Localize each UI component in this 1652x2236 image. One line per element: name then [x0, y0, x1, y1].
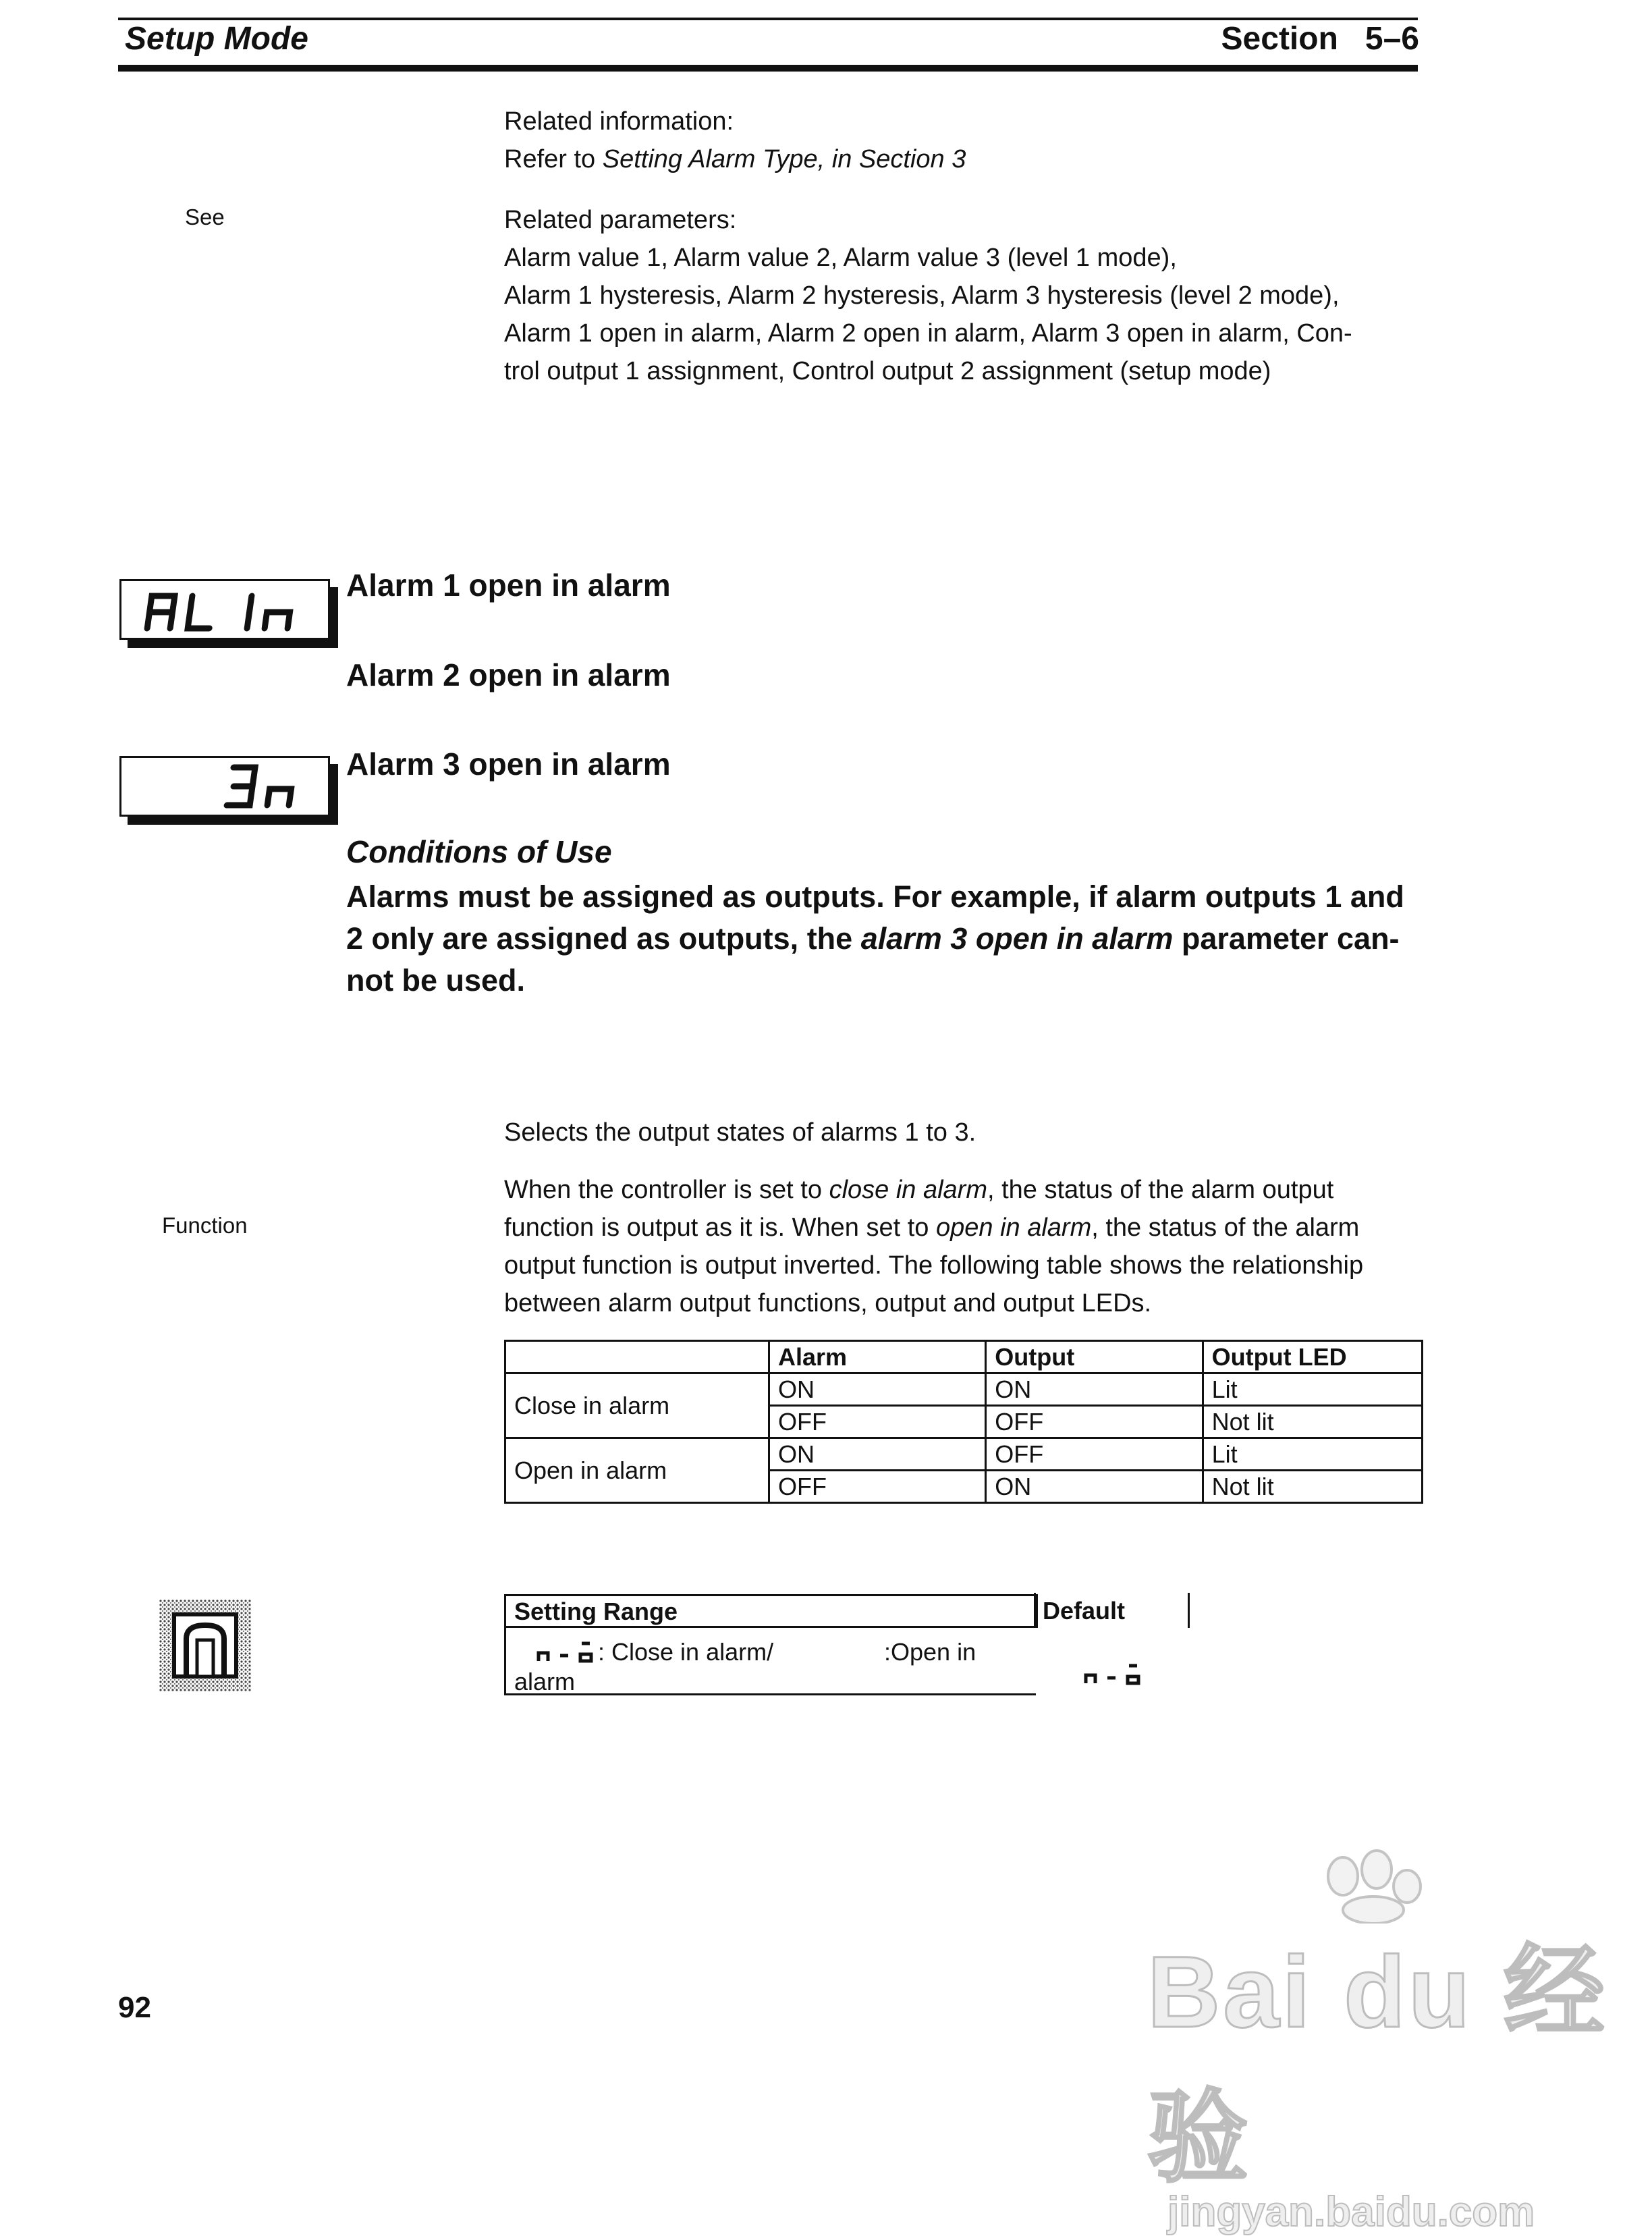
related-params — [504, 201, 1352, 390]
setting-range-label: Setting Range — [514, 1598, 678, 1625]
table-header-cell — [505, 1341, 769, 1373]
table-cell: OFF — [986, 1438, 1203, 1471]
default-code-n-o-icon — [1083, 1662, 1144, 1686]
setting-default-label: Default — [1043, 1597, 1126, 1625]
seven-segment-icon — [121, 758, 328, 815]
header-section: Section 5–6 — [1221, 21, 1419, 57]
setting-default-header — [1034, 1593, 1190, 1628]
related-params-line: Alarm 1 hysteresis, Alarm 2 hysteresis, Alarm 3 hysteresis (level 2 mode), — [504, 281, 1340, 310]
related-info-title: Related information: — [504, 107, 734, 136]
table-group-label: Open in alarm — [505, 1438, 769, 1503]
related-params-line: Alarm 1 open in alarm, Alarm 2 open in alarm, Alarm 3 open in alarm, Con- — [504, 319, 1352, 348]
table-header-row — [505, 1341, 1423, 1373]
table-header-cell: Alarm — [769, 1341, 986, 1373]
setting-alarm-word: alarm — [514, 1668, 576, 1695]
function-line: When the controller is set to close in alarm, the status of the alarm output — [504, 1176, 1334, 1204]
table-cell: Lit — [1203, 1373, 1422, 1406]
baidu-watermark — [1147, 1863, 1652, 2236]
related-params-title: Related parameters: — [504, 206, 737, 234]
conditions-line: Alarms must be assigned as outputs. For example, if alarm outputs 1 and — [346, 879, 1404, 914]
related-info — [504, 103, 966, 178]
function-p2 — [504, 1171, 1363, 1322]
function-line: output function is output inverted. The following table shows the relationship — [504, 1251, 1364, 1280]
table-cell: Lit — [1203, 1438, 1422, 1471]
related-params-line: trol output 1 assignment, Control output 2 assignment (setup mode) — [504, 357, 1271, 385]
setting-range-box — [504, 1593, 1186, 1706]
related-info-ref: Refer to Setting Alarm Type, in Section 3 — [504, 145, 966, 173]
table-cell: Not lit — [1203, 1406, 1422, 1438]
table-cell: OFF — [769, 1406, 986, 1438]
watermark-main: Bai du 经验 — [1147, 1935, 1608, 2194]
conditions-line: 2 only are assigned as outputs, the alarm 3 open in alarm parameter can- — [346, 921, 1400, 956]
heading-alarm1-open: Alarm 1 open in alarm — [346, 568, 671, 603]
table-cell: ON — [986, 1373, 1203, 1406]
conditions-line: not be used. — [346, 963, 526, 998]
seven-segment-icon — [121, 581, 328, 638]
setting-range-header — [504, 1594, 1038, 1628]
function-p1: Selects the output states of alarms 1 to 3. — [504, 1118, 976, 1147]
function-line: function is output as it is. When set to open in alarm, the status of the alarm — [504, 1214, 1360, 1242]
heading-alarm2-open: Alarm 2 open in alarm — [346, 657, 671, 692]
table-row — [505, 1438, 1423, 1471]
table-cell: ON — [769, 1438, 986, 1471]
table-cell: OFF — [769, 1471, 986, 1503]
related-params-line: Alarm value 1, Alarm value 2, Alarm value 3 (level 1 mode), — [504, 244, 1177, 272]
table-header-cell: Output LED — [1203, 1341, 1422, 1373]
setting-close-text: : Close in alarm/ — [598, 1638, 774, 1666]
conditions-body — [346, 876, 1404, 1002]
alarm-output-table — [504, 1340, 1423, 1504]
code-n-o-icon — [536, 1639, 597, 1664]
header-title: Setup Mode — [125, 21, 308, 57]
table-row — [505, 1373, 1423, 1406]
table-cell: ON — [986, 1471, 1203, 1503]
conditions-title: Conditions of Use — [346, 834, 612, 869]
table-cell: ON — [769, 1373, 986, 1406]
table-group-label: Close in alarm — [505, 1373, 769, 1438]
lcd-display-al1n — [119, 579, 330, 640]
setting-range-value-cell — [504, 1626, 1036, 1695]
setting-range-icon — [159, 1600, 251, 1691]
watermark-sub: jingyan.baidu.com — [1167, 2189, 1535, 2235]
function-line: between alarm output functions, output and output LEDs. — [504, 1289, 1152, 1317]
table-cell: Not lit — [1203, 1471, 1422, 1503]
page-number: 92 — [118, 1991, 151, 2024]
paw-icon — [1302, 1849, 1437, 1924]
table-header-cell: Output — [986, 1341, 1203, 1373]
setting-open-text: :Open in — [884, 1638, 976, 1666]
function-label: Function — [162, 1213, 248, 1238]
lcd-display-3n — [119, 756, 330, 817]
see-label: See — [185, 204, 225, 229]
header-rule-bottom — [118, 65, 1418, 72]
table-cell: OFF — [986, 1406, 1203, 1438]
heading-alarm3-open: Alarm 3 open in alarm — [346, 746, 671, 782]
